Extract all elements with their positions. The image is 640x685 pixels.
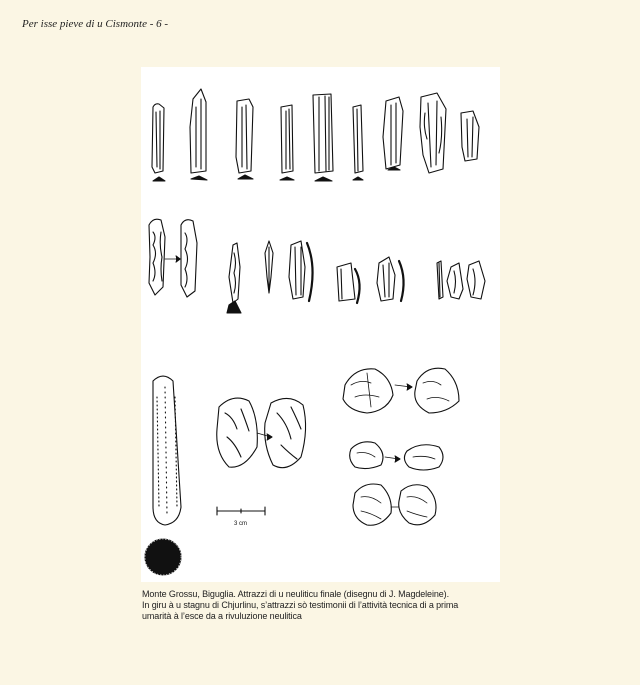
illustration-plate (141, 67, 500, 582)
blade-row-2 (149, 219, 485, 313)
flake-pair (217, 398, 306, 515)
caption-line-3: umarità à l’esce da a rivuluzione neulitica (142, 611, 302, 621)
scraper-group (343, 368, 459, 525)
caption-line-2: In giru à u stagnu di Chjurlinu, s’attrazzi sò testimonii di l’attività tecnica di a prima (142, 600, 459, 610)
running-header: Per isse pieve di u Cismonte - 6 - (22, 18, 169, 30)
figure-caption (142, 589, 522, 622)
blade-row-1 (152, 89, 479, 181)
pestle-and-ball (145, 376, 181, 575)
caption-line-1: Monte Grossu, Biguglia. Attrazzi di u neuliticu finale (disegnu di J. Magdeleine). (142, 589, 449, 599)
scale-label: 3 cm (234, 521, 248, 527)
stone-tools-drawing (141, 67, 500, 582)
